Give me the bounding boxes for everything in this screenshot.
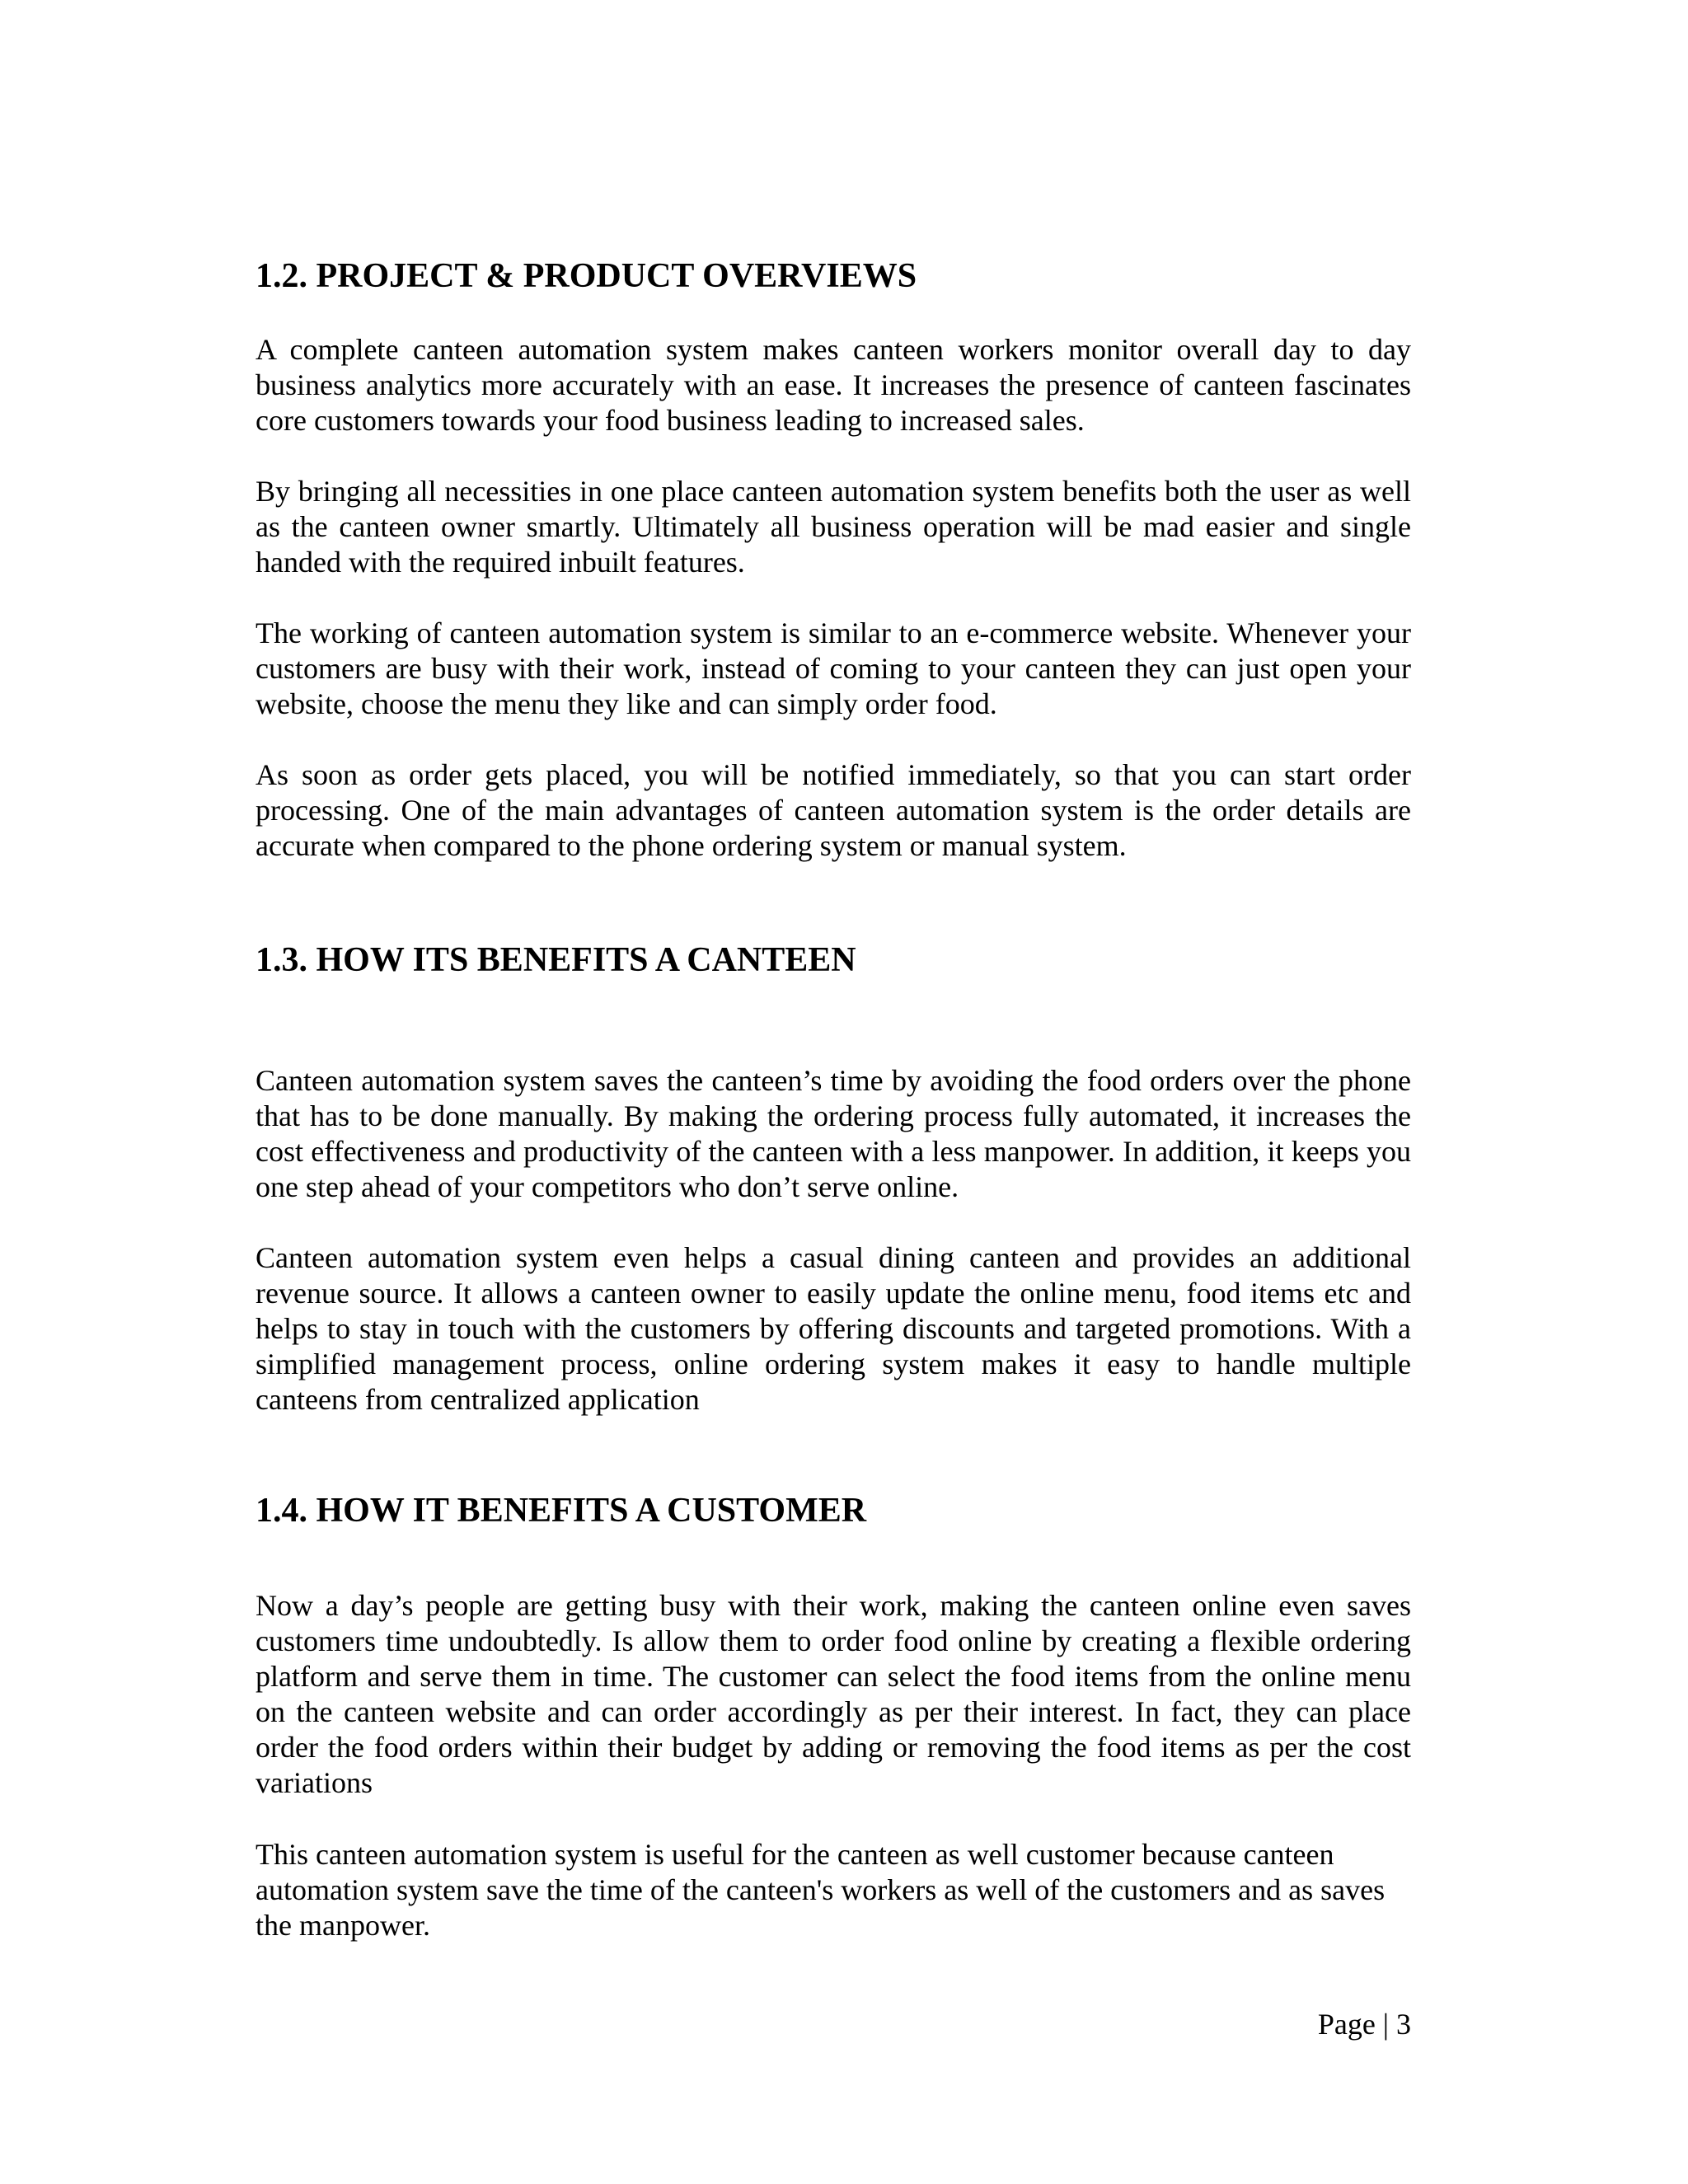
paragraph: This canteen automation system is useful for the canteen as well customer because canteen automation system save the time of the canteen's workers as well of the customers and as saves the manpower.: [256, 1838, 1386, 1942]
paragraph: The working of canteen automation system is similar to an e-commerce website. Whenever your customers are busy with their work, instead of coming to your canteen they can just open your website, choose the menu they like and can simply order food.: [256, 616, 1411, 720]
paragraph: Canteen automation system even helps a casual dining canteen and provides an additional revenue source. It allows a canteen owner to easily update the online menu, food items etc and helps to stay in touch with the customers by offering discounts and targeted promotions. With a simplified management process, online ordering system makes it easy to handle multiple canteens from centralized application: [256, 1241, 1411, 1416]
section-heading-canteen-benefits: 1.3. HOW ITS BENEFITS A CANTEEN: [256, 941, 856, 979]
section-heading-project-overview: 1.2. PROJECT & PRODUCT OVERVIEWS: [256, 257, 917, 295]
paragraph: A complete canteen automation system makes canteen workers monitor overall day to day business analytics more accurately with an ease. It increases the presence of canteen fascinates core customers towards your food business leading to increased sales.: [256, 333, 1411, 437]
section-heading-customer-benefits: 1.4. HOW IT BENEFITS A CUSTOMER: [256, 1492, 867, 1530]
page-number: Page | 3: [1317, 2008, 1411, 2041]
paragraph: As soon as order gets placed, you will be notified immediately, so that you can start order processing. One of the main advantages of canteen automation system is the order details are accurate when compared to the phone ordering system or manual system.: [256, 758, 1411, 862]
paragraph: Canteen automation system saves the canteen’s time by avoiding the food orders over the phone that has to be done manually. By making the ordering process fully automated, it increases the cost effectiveness and productivity of the canteen with a less manpower. In addition, it keeps you one step ahead of your competitors who don’t serve online.: [256, 1064, 1411, 1203]
paragraph: By bringing all necessities in one place canteen automation system benefits both the user as well as the canteen owner smartly. Ultimately all business operation will be mad easier and single handed with the required inbuilt features.: [256, 475, 1411, 579]
paragraph: Now a day’s people are getting busy with their work, making the canteen online even saves customers time undoubtedly. Is allow them to order food online by creating a flexible ordering platform and serve them in time. The customer can select the food items from the online menu on the canteen website and can order accordingly as per their interest. In fact, they can place order the food orders within their budget by adding or removing the food items as per the cost variations: [256, 1589, 1411, 1799]
